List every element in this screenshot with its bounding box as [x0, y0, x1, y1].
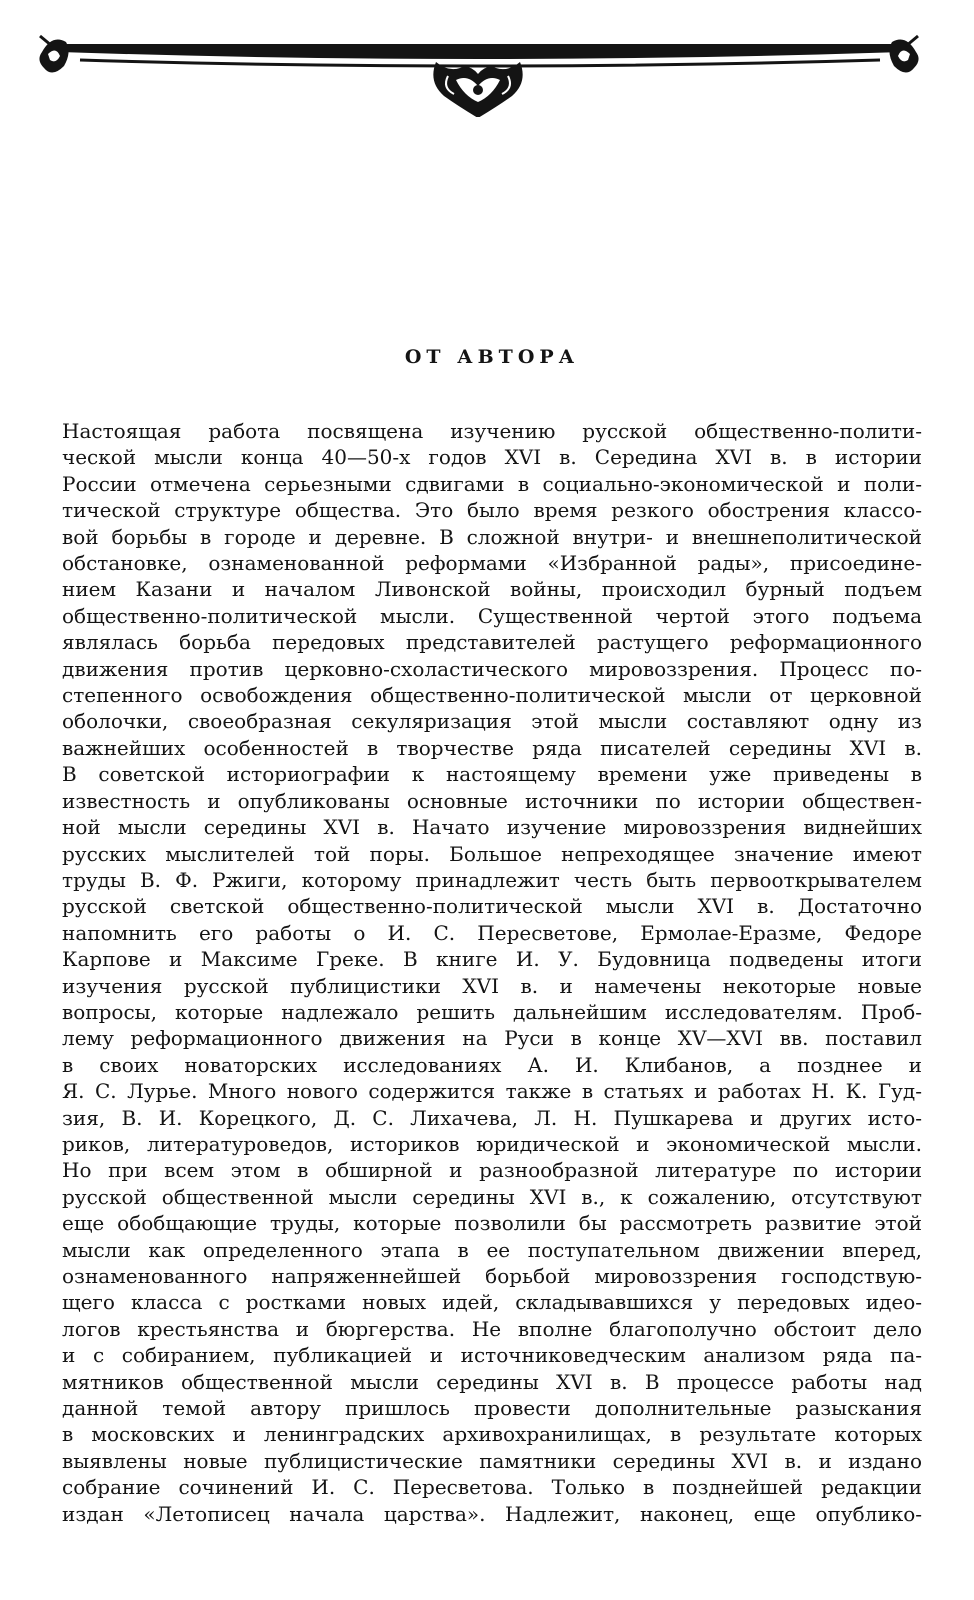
text-line: русских мыслителей той поры. Большое непреходящее значение имеют	[62, 841, 922, 866]
paragraph-2	[62, 761, 922, 1157]
text-line: общественно-политической мысли. Существенной чертой этого подъема	[62, 603, 922, 628]
text-line: логов крестьянства и бюргерства. Не вполне благополучно обстоит дело	[62, 1316, 922, 1341]
text-line: вой борьбы в городе и деревне. В сложной внутри- и внешнеполитической	[62, 524, 922, 549]
paragraph-3	[62, 1157, 922, 1527]
text-line: лему реформационного движения на Руси в конце XV—XVI вв. поставил	[62, 1026, 922, 1051]
text-line: щего класса с ростками новых идей, складывавшихся у передовых идео-	[62, 1290, 922, 1315]
text-line: Но при всем этом в обширной и разнообразной литературе по истории	[62, 1158, 922, 1183]
text-line: Настоящая работа посвящена изучению русской общественно-полити-	[62, 419, 922, 443]
text-line: являлась борьба передовых представителей растущего реформационного	[62, 630, 922, 655]
text-line: движения против церковно-схоластического мировоззрения. Процесс по-	[62, 656, 922, 681]
text-line: в московских и ленинградских архивохранилищах, в результате которых	[62, 1422, 922, 1447]
text-line: тической структуре общества. Это было время резкого обострения классо-	[62, 498, 922, 523]
page-title: ОТ АВТОРА	[404, 346, 580, 368]
decorative-headpiece-icon	[20, 22, 940, 117]
text-line: русской светской общественно-политической мысли XVI в. Достаточно	[62, 894, 922, 919]
text-line: В советской историографии к настоящему времени уже приведены в	[62, 762, 922, 787]
text-line: и с собиранием, публикацией и источниковедческим анализом ряда па-	[62, 1343, 922, 1368]
text-line: вопросы, которые надлежало решить дальнейшим исследователям. Проб-	[62, 999, 922, 1024]
text-line: выявлены новые публицистические памятники середины XVI в. и издано	[62, 1448, 922, 1473]
text-line: Карпове и Максиме Греке. В книге И. У. Будовница подведены итоги	[62, 947, 922, 972]
text-line: русской общественной мысли середины XVI в., к сожалению, отсутствуют	[62, 1184, 922, 1209]
text-line: зия, В. И. Корецкого, Д. С. Лихачева, Л. Н. Пушкарева и других исто-	[62, 1105, 922, 1130]
text-line: оболочки, своеобразная секуляризация этой мысли составляют одну из	[62, 709, 922, 734]
text-line: важнейших особенностей в творчестве ряда писателей середины XVI в.	[62, 735, 922, 760]
text-line: напомнить его работы о И. С. Пересветове, Ермолае-Еразме, Федоре	[62, 920, 922, 945]
text-line: издан «Летописец начала царства». Надлежит, наконец, еще опублико-	[62, 1501, 922, 1526]
text-line: мятников общественной мысли середины XVI в. В процессе работы над	[62, 1369, 922, 1394]
text-line: риков, литературоведов, историков юридической и экономической мысли.	[62, 1131, 922, 1156]
text-line: степенного освобождения общественно-политической мысли от церковной	[62, 683, 922, 708]
text-line: Я. С. Лурье. Много нового содержится также в статьях и работах Н. К. Гуд-	[62, 1079, 922, 1104]
text-line: ознаменованного напряженнейшей борьбой мировоззрения господствую-	[62, 1264, 922, 1288]
text-line: труды В. Ф. Ржиги, которому принадлежит честь быть первооткрывателем	[62, 867, 922, 892]
body-text	[62, 418, 922, 1527]
paragraph-1	[62, 418, 922, 761]
text-line: известность и опубликованы основные источники по истории обществен-	[62, 788, 922, 813]
text-line: собрание сочинений И. С. Пересветова. Только в позднейшей редакции	[62, 1475, 922, 1500]
text-line: данной темой автору пришлось провести дополнительные разыскания	[62, 1396, 922, 1421]
text-line: ной мысли середины XVI в. Начато изучение мировоззрения виднейших	[62, 815, 922, 840]
text-line: ческой мысли конца 40—50-х годов XVI в. Середина XVI в. в истории	[62, 445, 922, 470]
text-line: нием Казани и началом Ливонской войны, происходил бурный подъем	[62, 577, 922, 602]
text-line: России отмечена серьезными сдвигами в социально-экономической и поли-	[62, 471, 922, 496]
text-line: в своих новаторских исследованиях А. И. Клибанов, а позднее и	[62, 1052, 922, 1077]
text-line: мысли как определенного этапа в ее поступательном движении вперед,	[62, 1237, 922, 1262]
text-line: еще обобщающие труды, которые позволили бы рассмотреть развитие этой	[62, 1211, 922, 1236]
text-line: изучения русской публицистики XVI в. и намечены некоторые новые	[62, 973, 922, 998]
text-line: обстановке, ознаменованной реформами «Избранной рады», присоедине-	[62, 551, 922, 576]
